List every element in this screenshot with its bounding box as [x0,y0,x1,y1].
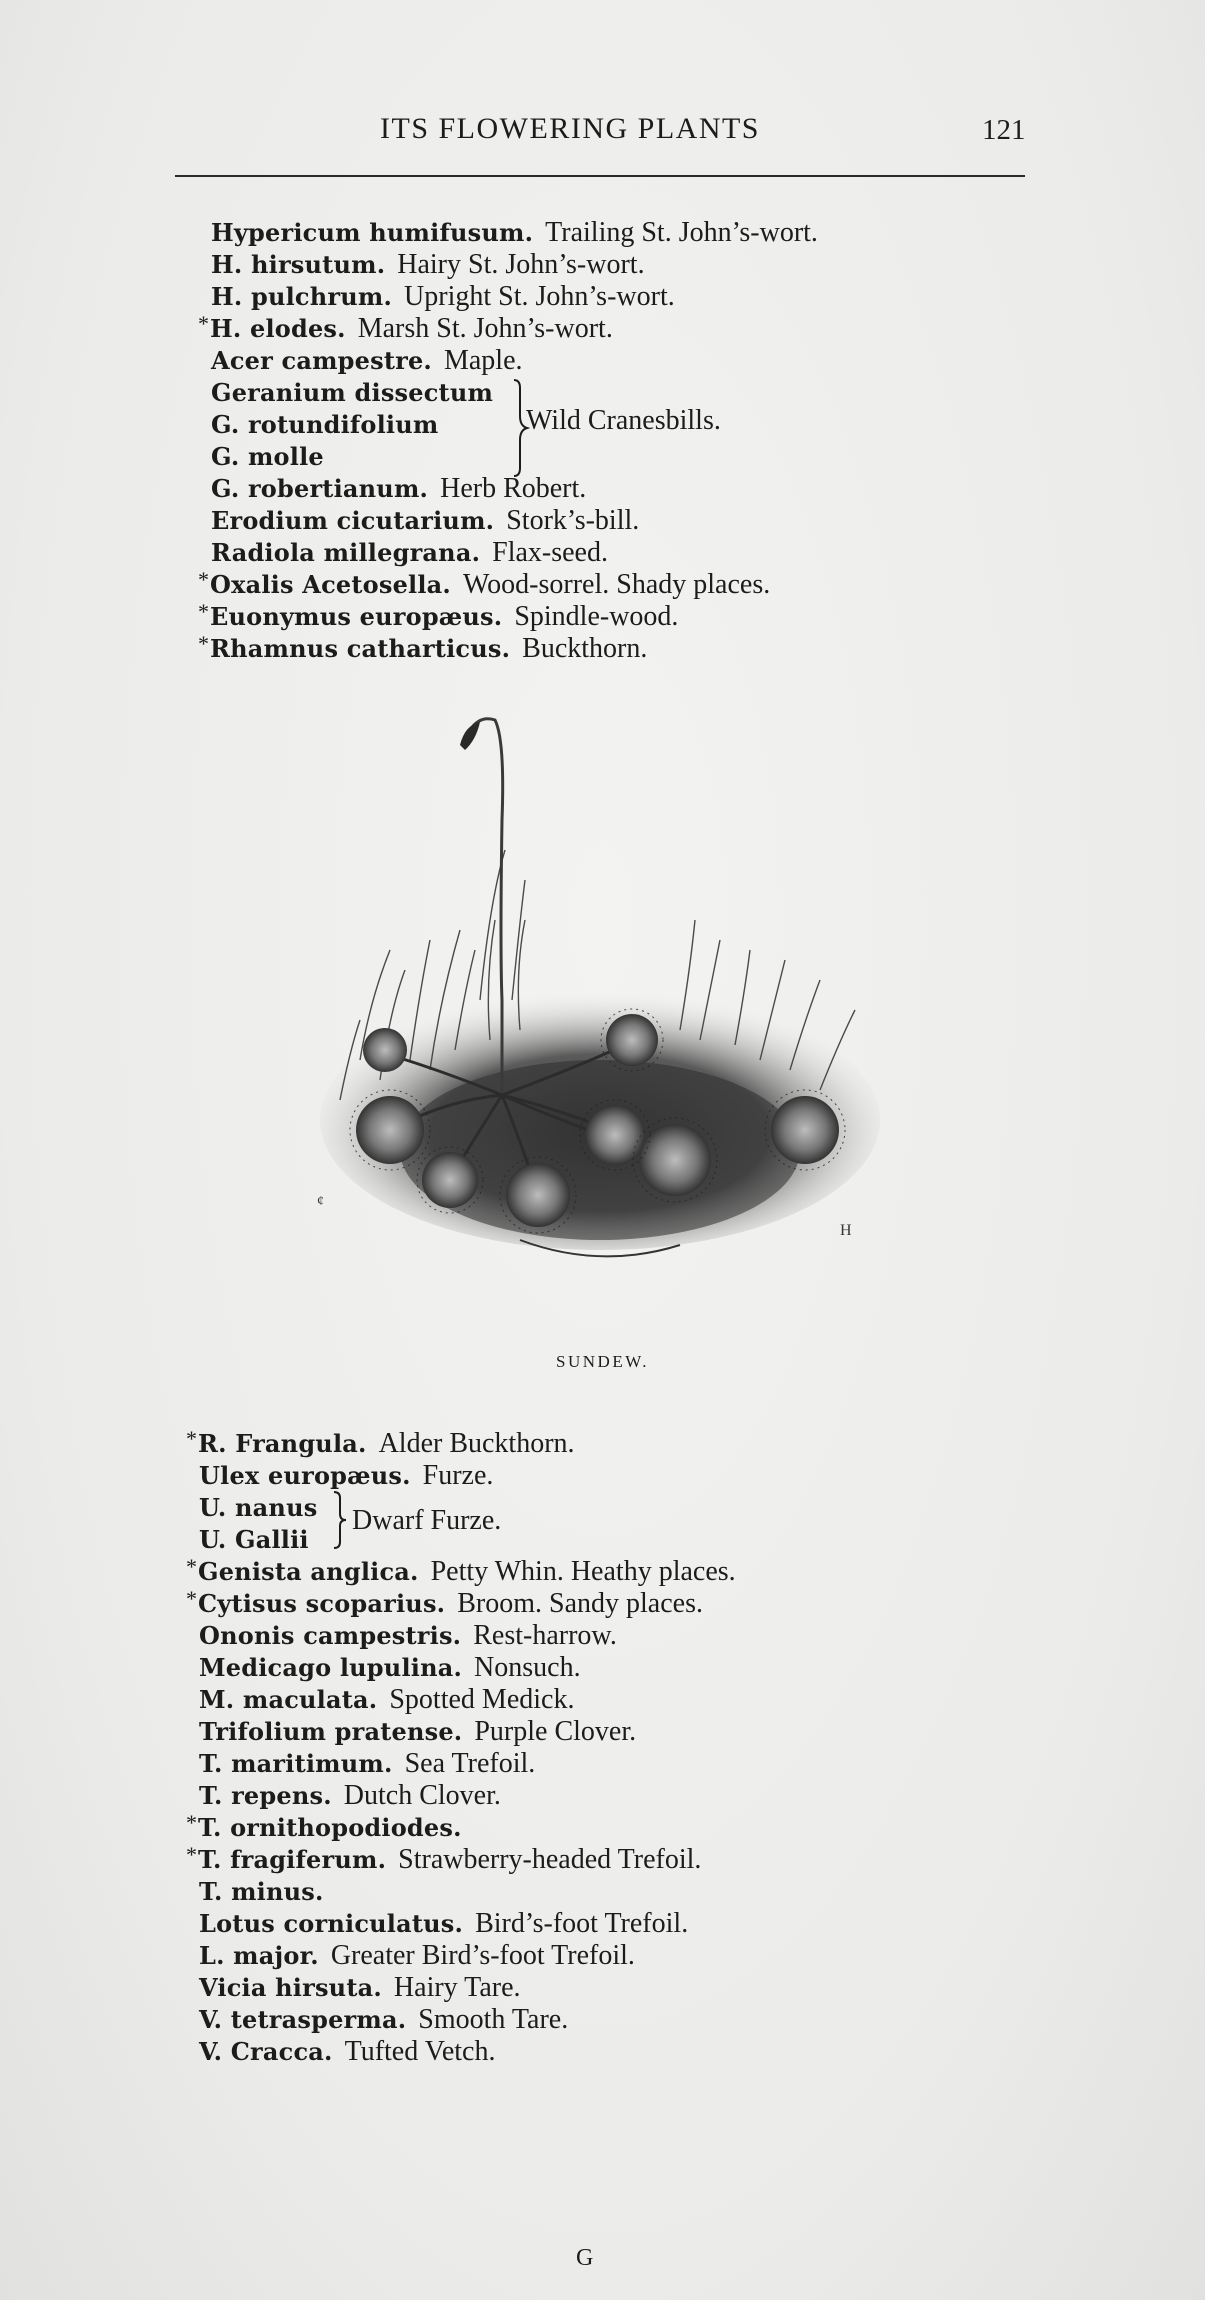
list-item: Radiola millegrana. Flax-seed. [211,537,608,568]
list-item: Erodium cicutarium. Stork’s-bill. [211,505,640,536]
list-item: Medicago lupulina. Nonsuch. [199,1652,581,1683]
list-item: V. Cracca. Tufted Vetch. [199,2036,496,2067]
list-item: *Euonymus europæus. Spindle-wood. [198,599,679,632]
list-item: *Rhamnus catharticus. Buckthorn. [198,631,648,664]
list-item: *H. elodes. Marsh St. John’s-wort. [198,311,613,344]
list-item: Acer campestre. Maple. [211,345,523,376]
list-item: H. hirsutum. Hairy St. John’s-wort. [211,249,645,280]
list-item: *R. Frangula. Alder Buckthorn. [186,1426,575,1459]
sundew-engraving [280,700,910,1280]
list-item: *Oxalis Acetosella. Wood-sorrel. Shady places. [198,567,771,600]
list-item: *Genista anglica. Petty Whin. Heathy places. [186,1554,736,1587]
list-item: U. nanus [199,1493,318,1522]
list-item: *T. fragiferum. Strawberry-headed Trefoil. [186,1842,702,1875]
list-item: L. major. Greater Bird’s-foot Trefoil. [199,1940,635,1971]
list-item: G. molle [211,442,324,471]
list-item: G. rotundifolium [211,410,439,439]
list-item: G. robertianum. Herb Robert. [211,473,587,504]
list-item: Geranium dissectum [211,378,494,407]
page-header [0,112,1205,152]
list-item: M. maculata. Spotted Medick. [199,1684,575,1715]
svg-text:ȼ: ȼ [317,1194,324,1209]
list-item: Ononis campestris. Rest-harrow. [199,1620,617,1651]
list-item: T. repens. Dutch Clover. [199,1780,501,1811]
list-item: T. maritimum. Sea Trefoil. [199,1748,536,1779]
list-item: *T. ornithopodiodes. [186,1810,462,1842]
list-item: H. pulchrum. Upright St. John’s-wort. [211,281,675,312]
figure-caption: SUNDEW. [556,1352,649,1371]
running-head: ITS FLOWERING PLANTS [380,112,760,145]
list-item: Lotus corniculatus. Bird’s-foot Trefoil. [199,1908,689,1939]
list-item: V. tetrasperma. Smooth Tare. [199,2004,569,2035]
list-item: U. Gallii [199,1525,309,1554]
list-item: Trifolium pratense. Purple Clover. [199,1716,637,1747]
brace-label-cranesbills: Wild Cranesbills. [526,405,721,436]
list-item: Hypericum humifusum. Trailing St. John’s-wort. [211,217,818,248]
brace-label-dwarf-furze: Dwarf Furze. [352,1505,502,1536]
header-rule [175,175,1025,177]
list-item: Vicia hirsuta. Hairy Tare. [199,1972,521,2003]
page-number: 121 [982,114,1026,146]
list-item: Ulex europæus. Furze. [199,1460,494,1491]
signature-mark: G [576,2245,594,2271]
list-item: *Cytisus scoparius. Broom. Sandy places. [186,1586,703,1619]
list-item: T. minus. [199,1877,324,1906]
brace-dwarf-furze [330,1490,352,1550]
svg-text:H: H [840,1222,852,1239]
